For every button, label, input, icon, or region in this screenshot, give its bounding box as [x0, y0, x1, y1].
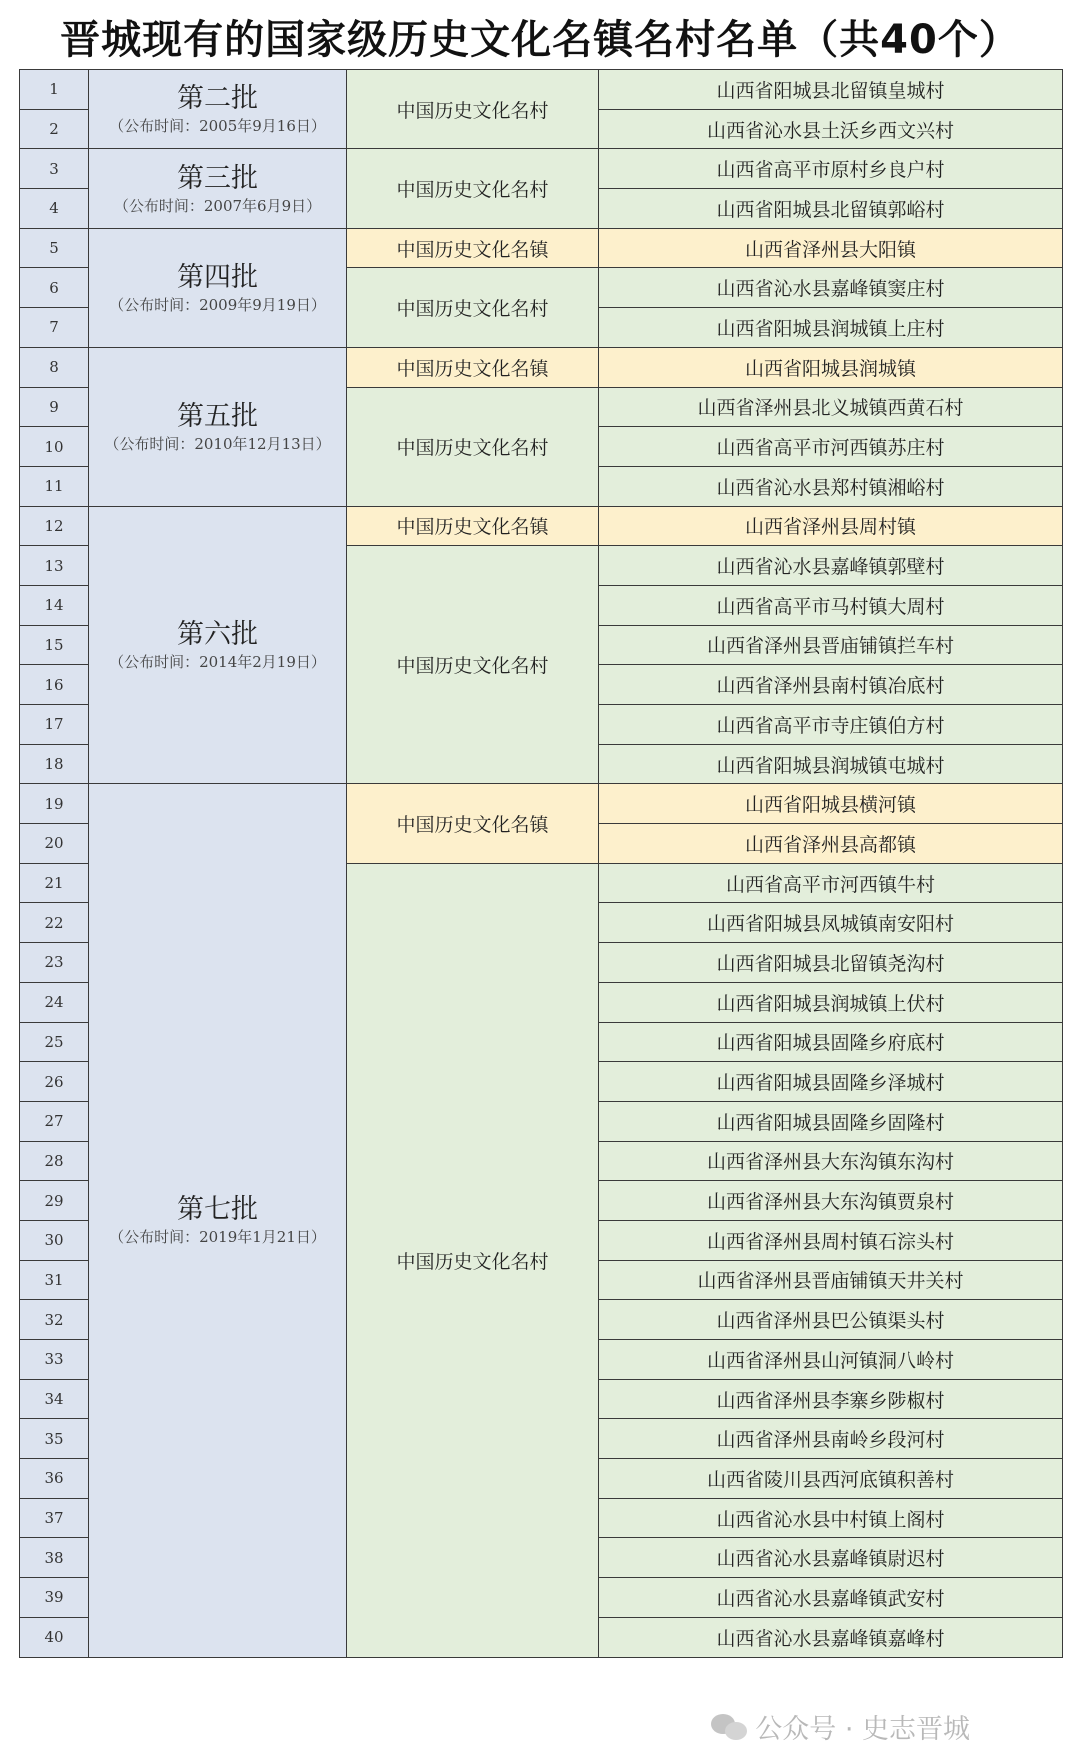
batch-date: （公布时间：2005年9月16日） — [109, 117, 326, 136]
row-number: 34 — [20, 1379, 89, 1419]
row-number: 1 — [20, 70, 89, 110]
row-number: 39 — [20, 1578, 89, 1618]
row-number: 29 — [20, 1181, 89, 1221]
row-number: 4 — [20, 189, 89, 229]
place-cell: 山西省泽州县南岭乡段河村 — [599, 1419, 1063, 1459]
type-cell: 中国历史文化名村 — [347, 149, 599, 228]
row-number: 23 — [20, 943, 89, 983]
place-cell: 山西省泽州县山河镇洞八岭村 — [599, 1340, 1063, 1380]
row-number: 18 — [20, 744, 89, 784]
place-cell: 山西省阳城县凤城镇南安阳村 — [599, 903, 1063, 943]
batch-date: （公布时间：2014年2月19日） — [109, 652, 326, 671]
place-cell: 山西省陵川县西河底镇积善村 — [599, 1459, 1063, 1499]
row-number: 13 — [20, 546, 89, 586]
place-cell: 山西省沁水县中村镇上阁村 — [599, 1498, 1063, 1538]
place-cell: 山西省高平市河西镇苏庄村 — [599, 427, 1063, 467]
place-cell: 山西省沁水县嘉峰镇尉迟村 — [599, 1538, 1063, 1578]
batch-name: 第五批 — [177, 400, 258, 432]
batch-name: 第三批 — [177, 162, 258, 194]
row-number: 5 — [20, 228, 89, 268]
row-number: 3 — [20, 149, 89, 189]
row-number: 24 — [20, 982, 89, 1022]
row-number: 33 — [20, 1340, 89, 1380]
batch-cell — [89, 149, 347, 228]
place-cell: 山西省沁水县郑村镇湘峪村 — [599, 466, 1063, 506]
batch-date: （公布时间：2010年12月13日） — [104, 434, 331, 453]
row-number: 22 — [20, 903, 89, 943]
place-cell: 山西省泽州县晋庙铺镇天井关村 — [599, 1260, 1063, 1300]
place-cell: 山西省泽州县晋庙铺镇拦车村 — [599, 625, 1063, 665]
row-number: 2 — [20, 109, 89, 149]
type-cell: 中国历史文化名村 — [347, 863, 599, 1657]
batch-cell — [89, 506, 347, 784]
batch-name: 第七批 — [177, 1194, 258, 1226]
table-row — [20, 347, 1063, 387]
place-cell: 山西省泽州县巴公镇渠头村 — [599, 1300, 1063, 1340]
table-row — [20, 784, 1063, 824]
row-number: 15 — [20, 625, 89, 665]
place-cell: 山西省高平市原村乡良户村 — [599, 149, 1063, 189]
row-number: 6 — [20, 268, 89, 308]
row-number: 7 — [20, 308, 89, 348]
row-number: 14 — [20, 585, 89, 625]
type-cell: 中国历史文化名村 — [347, 70, 599, 149]
batch-name: 第四批 — [177, 261, 258, 293]
batch-date: （公布时间：2019年1月21日） — [109, 1228, 326, 1247]
type-cell: 中国历史文化名村 — [347, 387, 599, 506]
row-number: 40 — [20, 1617, 89, 1657]
type-cell: 中国历史文化名村 — [347, 546, 599, 784]
heritage-list-table — [19, 69, 1063, 1658]
type-cell: 中国历史文化名镇 — [347, 347, 599, 387]
place-cell: 山西省阳城县北留镇郭峪村 — [599, 189, 1063, 229]
place-cell: 山西省阳城县北留镇皇城村 — [599, 70, 1063, 110]
row-number: 11 — [20, 466, 89, 506]
place-cell: 山西省沁水县土沃乡西文兴村 — [599, 109, 1063, 149]
type-cell: 中国历史文化名镇 — [347, 784, 599, 863]
place-cell: 山西省高平市马村镇大周村 — [599, 585, 1063, 625]
type-cell: 中国历史文化名镇 — [347, 228, 599, 268]
row-number: 10 — [20, 427, 89, 467]
row-number: 36 — [20, 1459, 89, 1499]
wechat-icon — [711, 1712, 749, 1742]
row-number: 16 — [20, 665, 89, 705]
row-number: 26 — [20, 1062, 89, 1102]
row-number: 28 — [20, 1141, 89, 1181]
place-cell: 山西省泽州县大东沟镇贾泉村 — [599, 1181, 1063, 1221]
row-number: 37 — [20, 1498, 89, 1538]
batch-name: 第二批 — [177, 83, 258, 115]
place-cell: 山西省阳城县固隆乡府底村 — [599, 1022, 1063, 1062]
place-cell: 山西省阳城县润城镇上伏村 — [599, 982, 1063, 1022]
place-cell: 山西省沁水县嘉峰镇武安村 — [599, 1578, 1063, 1618]
type-cell: 中国历史文化名镇 — [347, 506, 599, 546]
place-cell: 山西省阳城县北留镇尧沟村 — [599, 943, 1063, 983]
batch-cell — [89, 784, 347, 1657]
row-number: 30 — [20, 1220, 89, 1260]
batch-cell — [89, 70, 347, 149]
place-cell: 山西省泽州县南村镇冶底村 — [599, 665, 1063, 705]
place-cell: 山西省泽州县北义城镇西黄石村 — [599, 387, 1063, 427]
type-cell: 中国历史文化名村 — [347, 268, 599, 347]
row-number: 27 — [20, 1101, 89, 1141]
place-cell: 山西省泽州县大东沟镇东沟村 — [599, 1141, 1063, 1181]
place-cell: 山西省阳城县润城镇 — [599, 347, 1063, 387]
place-cell: 山西省阳城县润城镇上庄村 — [599, 308, 1063, 348]
watermark — [711, 1707, 970, 1746]
place-cell: 山西省泽州县李寨乡陟椒村 — [599, 1379, 1063, 1419]
batch-cell — [89, 228, 347, 347]
place-cell: 山西省泽州县高都镇 — [599, 824, 1063, 864]
batch-date: （公布时间：2007年6月9日） — [113, 196, 322, 215]
row-number: 21 — [20, 863, 89, 903]
place-cell: 山西省阳城县固隆乡泽城村 — [599, 1062, 1063, 1102]
table-row — [20, 70, 1063, 110]
batch-date: （公布时间：2009年9月19日） — [109, 295, 326, 314]
table-row — [20, 506, 1063, 546]
row-number: 19 — [20, 784, 89, 824]
row-number: 9 — [20, 387, 89, 427]
place-cell: 山西省阳城县横河镇 — [599, 784, 1063, 824]
place-cell: 山西省沁水县嘉峰镇窦庄村 — [599, 268, 1063, 308]
place-cell: 山西省高平市寺庄镇伯方村 — [599, 705, 1063, 745]
row-number: 35 — [20, 1419, 89, 1459]
watermark-text: 公众号 · 史志晋城 — [755, 1714, 970, 1745]
table-row — [20, 228, 1063, 268]
row-number: 20 — [20, 824, 89, 864]
place-cell: 山西省沁水县嘉峰镇郭壁村 — [599, 546, 1063, 586]
row-number: 32 — [20, 1300, 89, 1340]
place-cell: 山西省泽州县周村镇 — [599, 506, 1063, 546]
row-number: 38 — [20, 1538, 89, 1578]
place-cell: 山西省阳城县固隆乡固隆村 — [599, 1101, 1063, 1141]
place-cell: 山西省沁水县嘉峰镇嘉峰村 — [599, 1617, 1063, 1657]
place-cell: 山西省泽州县周村镇石淙头村 — [599, 1220, 1063, 1260]
place-cell: 山西省高平市河西镇牛村 — [599, 863, 1063, 903]
row-number: 31 — [20, 1260, 89, 1300]
place-cell: 山西省泽州县大阳镇 — [599, 228, 1063, 268]
batch-cell — [89, 347, 347, 506]
row-number: 8 — [20, 347, 89, 387]
row-number: 25 — [20, 1022, 89, 1062]
place-cell: 山西省阳城县润城镇屯城村 — [599, 744, 1063, 784]
table-row — [20, 149, 1063, 189]
page-title: 晋城现有的国家级历史文化名镇名村名单（共40个） — [60, 17, 1020, 63]
row-number: 12 — [20, 506, 89, 546]
row-number: 17 — [20, 705, 89, 745]
batch-name: 第六批 — [177, 618, 258, 650]
